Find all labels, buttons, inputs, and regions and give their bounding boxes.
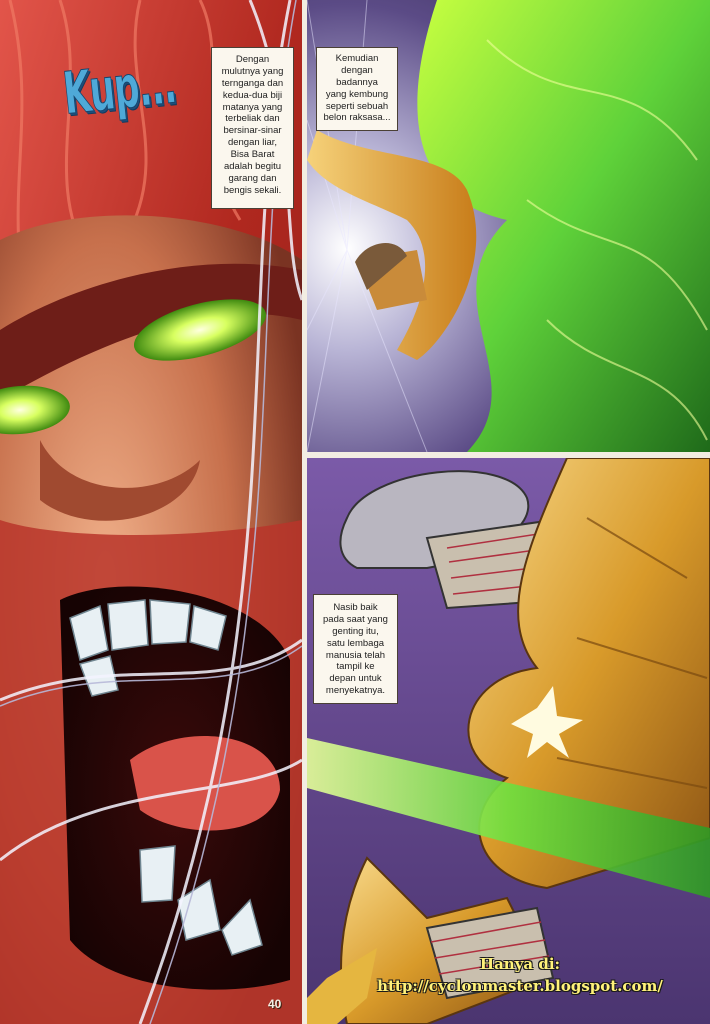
caption-2-line: badannya [336,76,378,88]
caption-3-line: menyekatnya. [325,685,386,697]
caption-2-line: seperti sebuah [325,100,389,112]
caption-3-line: pada saat yang [323,613,388,625]
caption-2-line: yang kembung [325,88,389,100]
caption-box-2 [316,47,398,131]
sound-effect-text: Kup... [60,48,179,128]
panel-bottom-right-defender [307,458,710,1024]
caption-1-line: Bisa Barat [230,149,275,160]
caption-2-line: dengan [341,64,373,76]
caption-3-line: depan untuk [329,673,382,685]
caption-1-line: adalah begitu [223,160,282,172]
watermark-url[interactable]: http://cyclonmaster.blogspot.com/ [377,977,663,995]
caption-3-line: manusia telah [325,649,386,661]
caption-1-line: mulutnya yang [221,65,284,77]
caption-1-line: Dengan [235,54,270,65]
watermark-label: Hanya di: [479,955,561,973]
caption-1-line: kedua-dua biji [222,89,283,101]
gutter-vertical [302,0,307,1024]
caption-1-line: bersinar-sinar [223,125,282,137]
caption-3-line: tampil ke [336,661,375,673]
caption-1-line: matanya yang [222,101,283,113]
caption-1-line: bengis sekali. [223,184,282,196]
watermark [340,955,700,995]
caption-box-3 [313,594,398,704]
caption-2-line: Kemudian [335,53,379,64]
caption-1-line: ternganga dan [221,77,284,89]
caption-1-line: dengan liar, [227,137,278,149]
caption-1-line: garang dan [228,172,277,184]
page-number: 40 [268,997,282,1011]
caption-3-line: genting itu, [332,625,379,637]
gutter-horizontal [307,452,710,458]
caption-3-line: Nasib baik [333,602,378,613]
caption-box-1 [211,47,294,209]
defender-art [307,458,710,1024]
caption-1-line: terbeliak dan [225,113,280,125]
caption-3-line: satu lembaga [326,637,385,649]
caption-2-line: belon raksasa... [323,112,391,124]
